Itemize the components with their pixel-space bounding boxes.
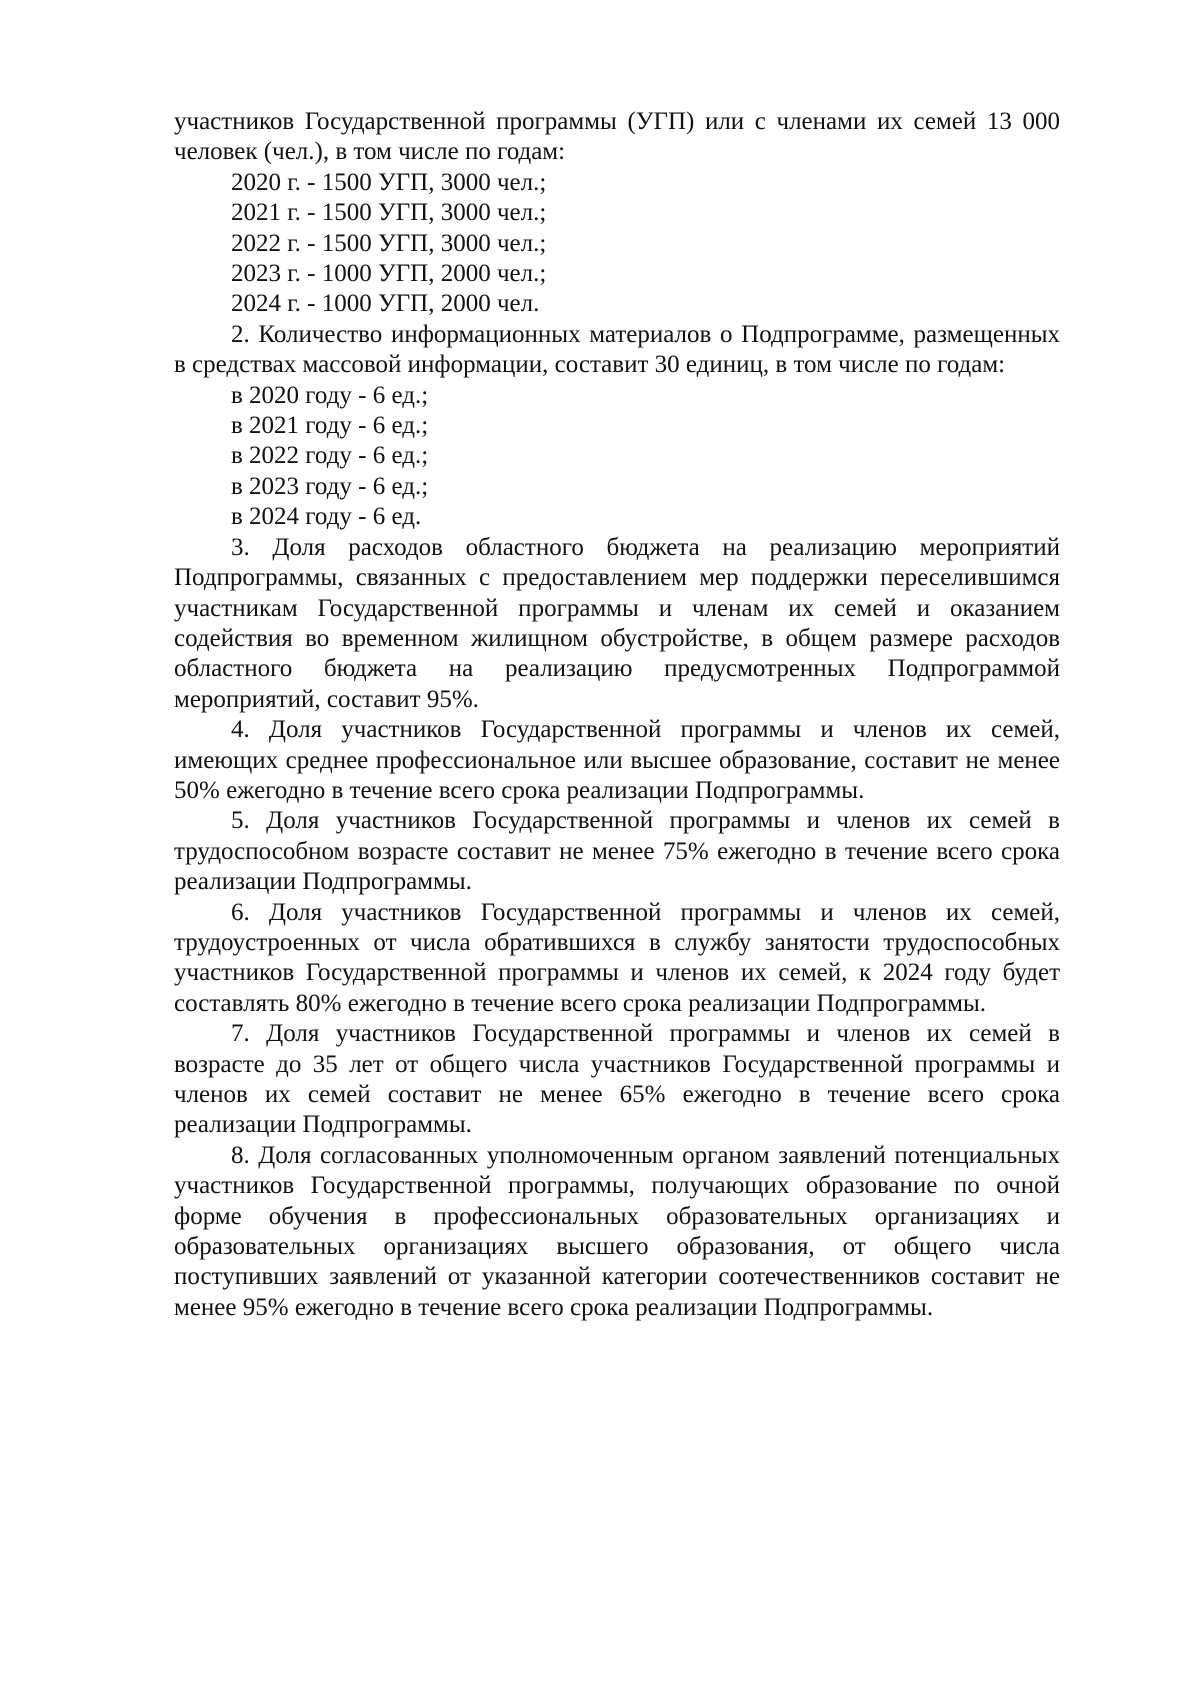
intro-paragraph: участников Государственной программы (УГП) или с членами их семей 13 000 человек (чел.), в том числе по годам: [174,108,1060,166]
year-line: 2024 г. - 1000 УГП, 2000 чел. [231,290,540,318]
item-7-paragraph: 7. Доля участников Государственной программы и членов их семей в возрасте до 35 лет от общего числа участников Государственной программы и членов их семей составит не менее 65% ежегодно в течение всего срока реализации Подпрограммы. [174,1020,1060,1139]
year-line: 2021 г. - 1500 УГП, 3000 чел.; [231,199,547,227]
item-4-paragraph: 4. Доля участников Государственной программы и членов их семей, имеющих среднее профессиональное или высшее образование, составит не менее 50% ежегодно в течение всего срока реализации Подпрограммы. [174,716,1060,804]
item-6-paragraph: 6. Доля участников Государственной программы и членов их семей, трудоустроенных от числа обратившихся в службу занятости трудоспособных участников Государственной программы и членов их семей, к 2024 году будет составлять 80% ежегодно в течение всего срока реализации Подпрограммы. [174,898,1060,1017]
year-line: в 2022 году - 6 ед.; [231,442,429,470]
year-line: в 2024 году - 6 ед. [231,503,422,531]
year-line: в 2020 году - 6 ед.; [231,381,429,409]
item-2-paragraph: 2. Количество информационных материалов о Подпрограмме, размещенных в средствах массовой информации, составит 30 единиц, в том числе по годам: [174,320,1060,379]
year-line: 2020 г. - 1500 УГП, 3000 чел.; [231,168,547,196]
item-3-paragraph: 3. Доля расходов областного бюджета на реализацию мероприятий Подпрограммы, связанных с предоставлением мер поддержки переселившимся участникам Государственной программы и членам их семей и оказанием содействия во временном жилищном обустройстве, в общем размере расходов областного бюджета на реализацию предусмотренных Подпрограммой мероприятий, составит 95%. [174,533,1060,713]
year-line: 2022 г. - 1500 УГП, 3000 чел.; [231,229,547,257]
item-5-paragraph: 5. Доля участников Государственной программы и членов их семей в трудоспособном возрасте составит не менее 75% ежегодно в течение всего срока реализации Подпрограммы. [174,807,1060,896]
year-line: в 2021 году - 6 ед.; [231,412,429,440]
year-line: 2023 г. - 1000 УГП, 2000 чел.; [231,260,547,288]
item-8-paragraph: 8. Доля согласованных уполномоченным органом заявлений потенциальных участников Государственной программы, получающих образование по очной форме обучения в профессиональных образовательных организациях и образовательных организациях высшего образования, от общего числа поступивших заявлений от указанной категории соотечественников составит не менее 95% ежегодно в течение всего срока реализации Подпрограммы. [174,1141,1060,1321]
year-line: в 2023 году - 6 ед.; [231,472,429,500]
